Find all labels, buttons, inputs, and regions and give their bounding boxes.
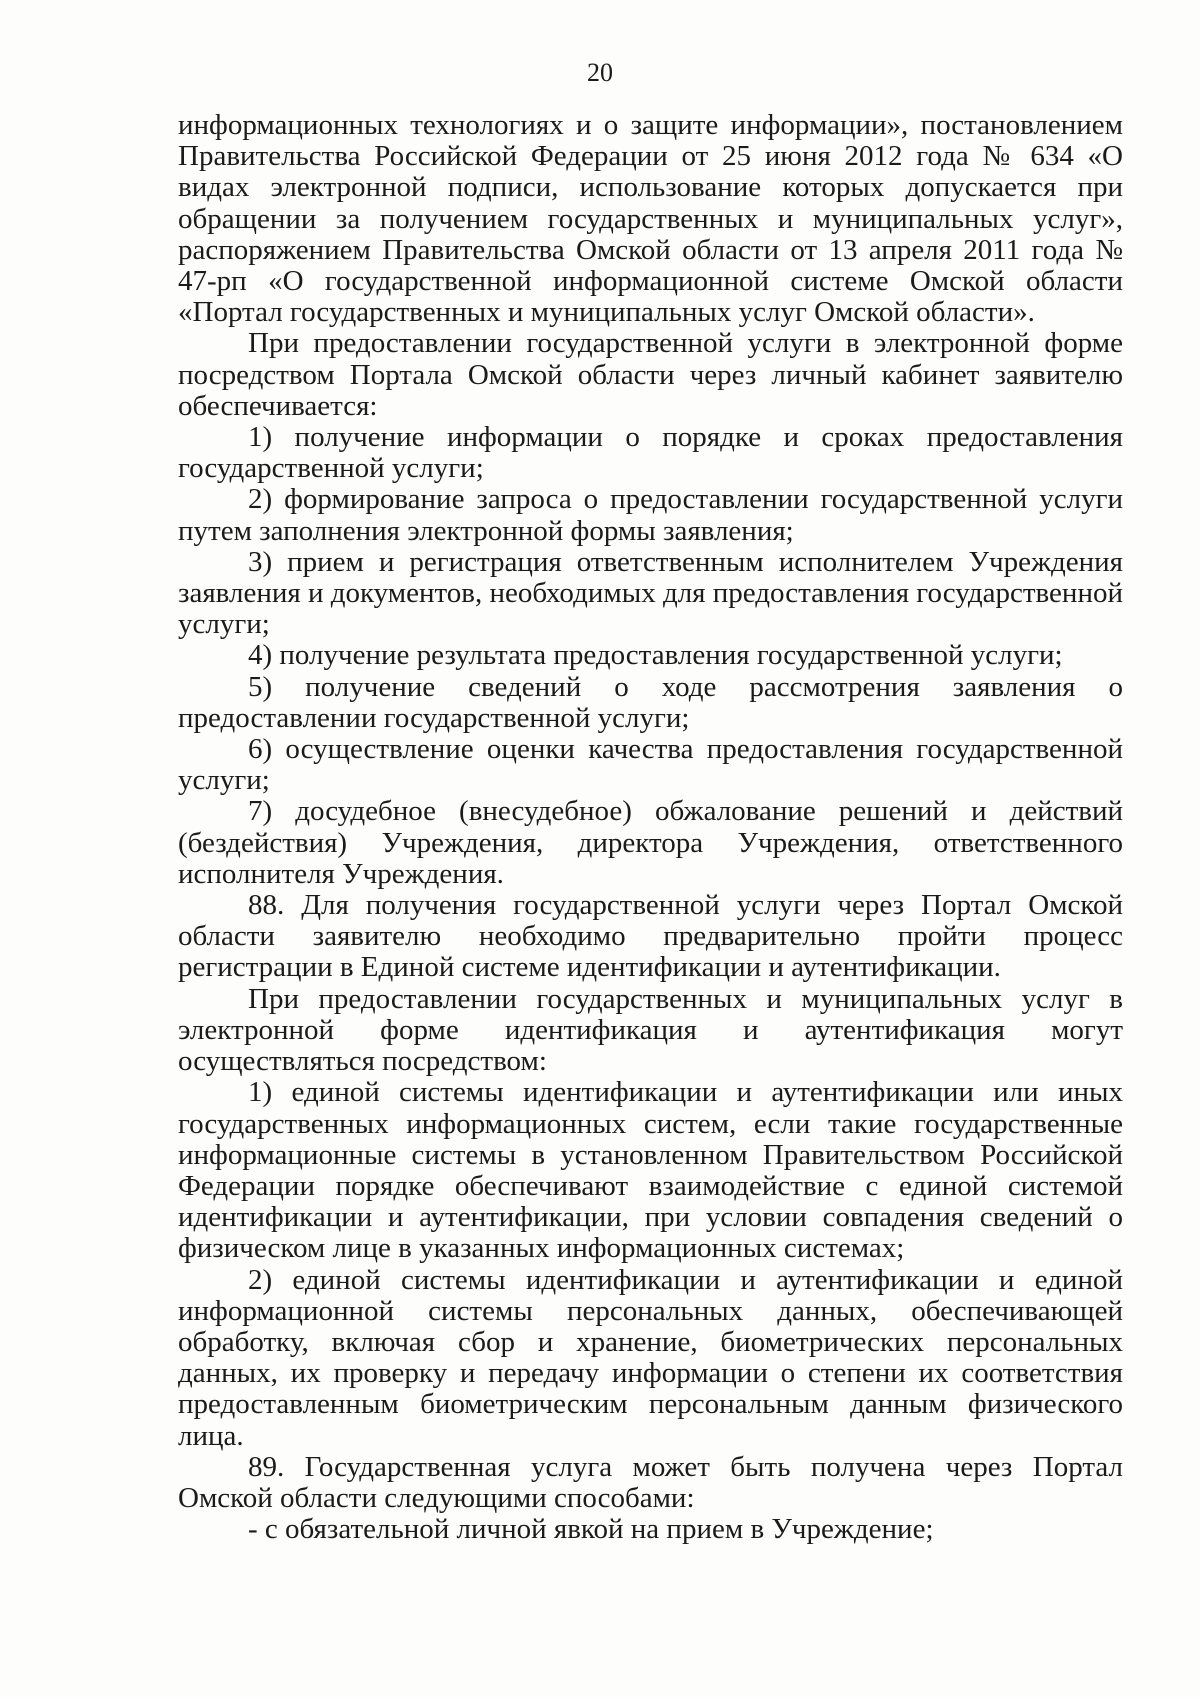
- list-item: 1) получение информации о порядке и сроках предоставления государственной услуги;: [178, 421, 1123, 485]
- list-item: 6) осуществление оценки качества предоставления государственной услуги;: [178, 733, 1123, 797]
- list-item: 1) единой системы идентификации и аутентификации или иных государственных информационных систем, если такие государственные информационные системы в установленном Правительством Российской Федерации порядке обеспечивают взаимодействие с единой системой идентификации и аутентификации, при условии совпадения сведений о физическом лице в указанных информационных системах;: [178, 1076, 1123, 1265]
- page-number: 20: [587, 58, 613, 87]
- clause-89: 89. Государственная услуга может быть получена через Портал Омской области следующими способами:: [178, 1450, 1123, 1514]
- list-item: 2) единой системы идентификации и аутентификации и единой информационной системы персональных данных, обеспечивающей обработку, включая сбор и хранение, биометрических персональных данных, их проверку и передачу информации о степени их соответствия предоставленным биометрическим персональным данным физического лица.: [178, 1263, 1123, 1452]
- list-item: - с обязательной личной явкой на прием в Учреждение;: [248, 1513, 934, 1546]
- paragraph: информационных технологиях и о защите информации», постановлением Правительства Российской Федерации от 25 июня 2012 года № 634 «О видах электронной подписи, использование которых допускается при обращении за получением государственных и муниципальных услуг», распоряжением Правительства Омской области от 13 апреля 2011 года № 47-рп «О государственной информационной системе Омской области «Портал государственных и муниципальных услуг Омской области».: [178, 109, 1123, 329]
- clause-88: 88. Для получения государственной услуги через Портал Омской области заявителю необходимо предварительно пройти процесс регистрации в Единой системе идентификации и аутентификации.: [178, 889, 1123, 984]
- paragraph: При предоставлении государственной услуги в электронной форме посредством Портала Омской области через личный кабинет заявителю обеспечивается:: [178, 327, 1123, 422]
- list-item: 4) получение результата предоставления государственной услуги;: [248, 639, 1063, 672]
- document-body: [178, 110, 1123, 1545]
- list-item: 5) получение сведений о ходе рассмотрения заявления о предоставлении государственной услуги;: [178, 670, 1123, 734]
- list-item: 3) прием и регистрация ответственным исполнителем Учреждения заявления и документов, необходимых для предоставления государственной услуги;: [178, 545, 1123, 641]
- paragraph: При предоставлении государственных и муниципальных услуг в электронной форме идентификация и аутентификация могут осуществляться посредством:: [178, 982, 1123, 1078]
- list-item: 2) формирование запроса о предоставлении государственной услуги путем заполнения электронной формы заявления;: [178, 483, 1123, 547]
- list-item: 7) досудебное (внесудебное) обжалование решений и действий (бездействия) Учреждения, директора Учреждения, ответственного исполнителя Учреждения.: [178, 795, 1123, 890]
